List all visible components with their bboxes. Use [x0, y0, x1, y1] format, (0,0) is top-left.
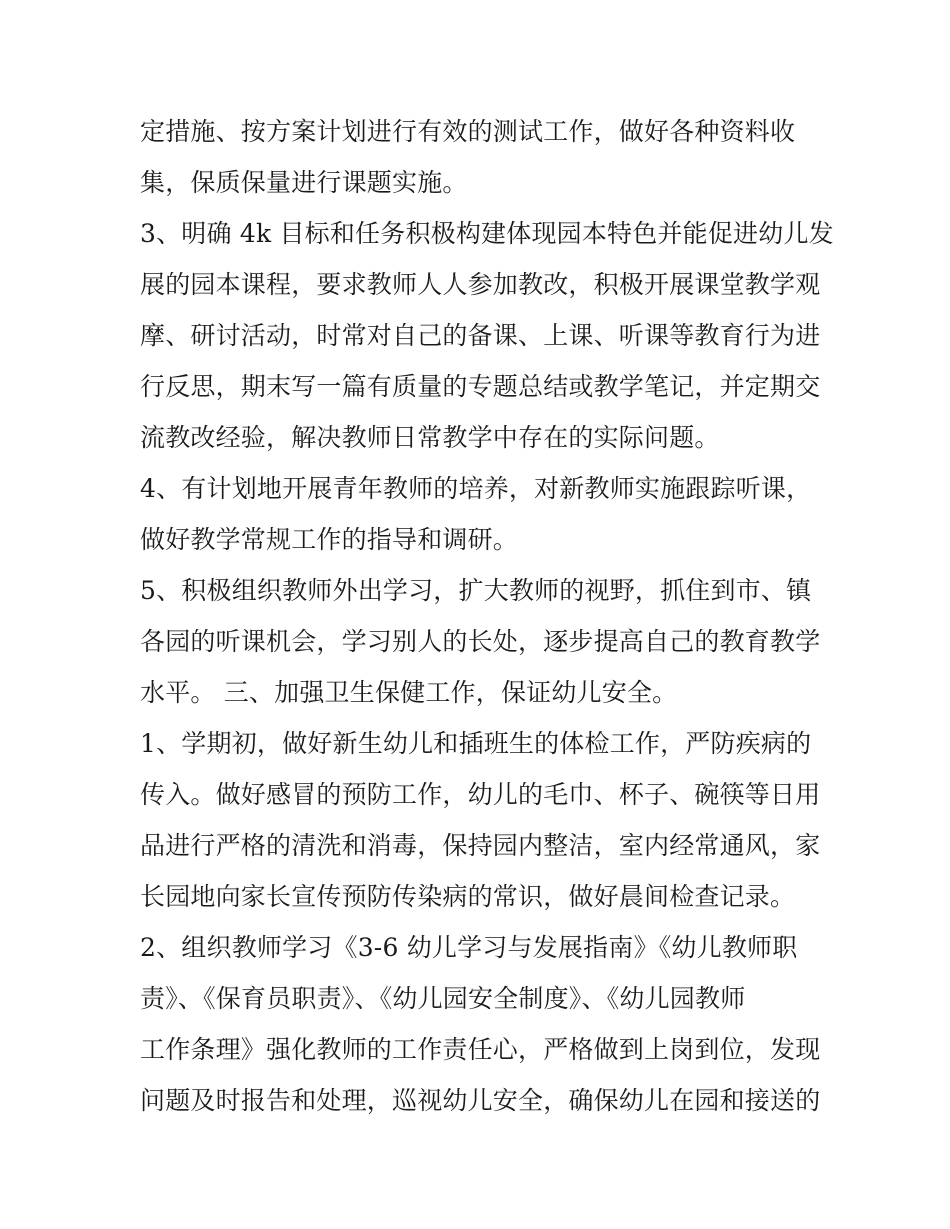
text-line: 问题及时报告和处理，巡视幼儿安全，确保幼儿在园和接送的 — [140, 1086, 821, 1115]
text-line: 行反思，期末写一篇有质量的专题总结或教学笔记，并定期交 — [140, 372, 821, 401]
text-line: 3、明确 4k 目标和任务积极构建体现园本特色并能促进幼儿发 — [140, 219, 834, 248]
text-line: 做好教学常规工作的指导和调研。 — [140, 525, 519, 554]
text-line: 流教改经验，解决教师日常教学中存在的实际问题。 — [140, 423, 720, 452]
text-line: 摩、研讨活动，时常对自己的备课、上课、听课等教育行为进 — [140, 321, 821, 350]
text-line: 品进行严格的清洗和消毒，保持园内整洁，室内经常通风，家 — [140, 831, 821, 860]
text-line: 4、有计划地开展青年教师的培养，对新教师实施跟踪听课， — [140, 474, 812, 503]
text-line: 工作条理》强化教师的工作责任心，严格做到上岗到位，发现 — [140, 1035, 821, 1064]
text-line: 5、积极组织教师外出学习，扩大教师的视野，抓住到市、镇 — [140, 576, 812, 605]
text-line: 1、学期初，做好新生幼儿和插班生的体检工作，严防疾病的 — [140, 729, 812, 758]
text-line: 责》、《保育员职责》、《幼儿园安全制度》、《幼儿园教师 — [140, 984, 746, 1013]
text-line: 水平。 三、加强卫生保健工作，保证幼儿安全。 — [140, 678, 678, 707]
text-line: 各园的听课机会，学习别人的长处，逐步提高自己的教育教学 — [140, 627, 821, 656]
document-body — [140, 106, 834, 1126]
text-line: 展的园本课程，要求教师人人参加教改，积极开展课堂教学观 — [140, 270, 821, 299]
text-line: 长园地向家长宣传预防传染病的常识，做好晨间检查记录。 — [140, 882, 796, 911]
text-line: 定措施、按方案计划进行有效的测试工作，做好各种资料收 — [140, 117, 796, 146]
text-line: 集，保质保量进行课题实施。 — [140, 168, 468, 197]
text-line: 传入。做好感冒的预防工作，幼儿的毛巾、杯子、碗筷等日用 — [140, 780, 821, 809]
text-line: 2、组织教师学习《3-6 幼儿学习与发展指南》《幼儿教师职 — [140, 933, 798, 962]
